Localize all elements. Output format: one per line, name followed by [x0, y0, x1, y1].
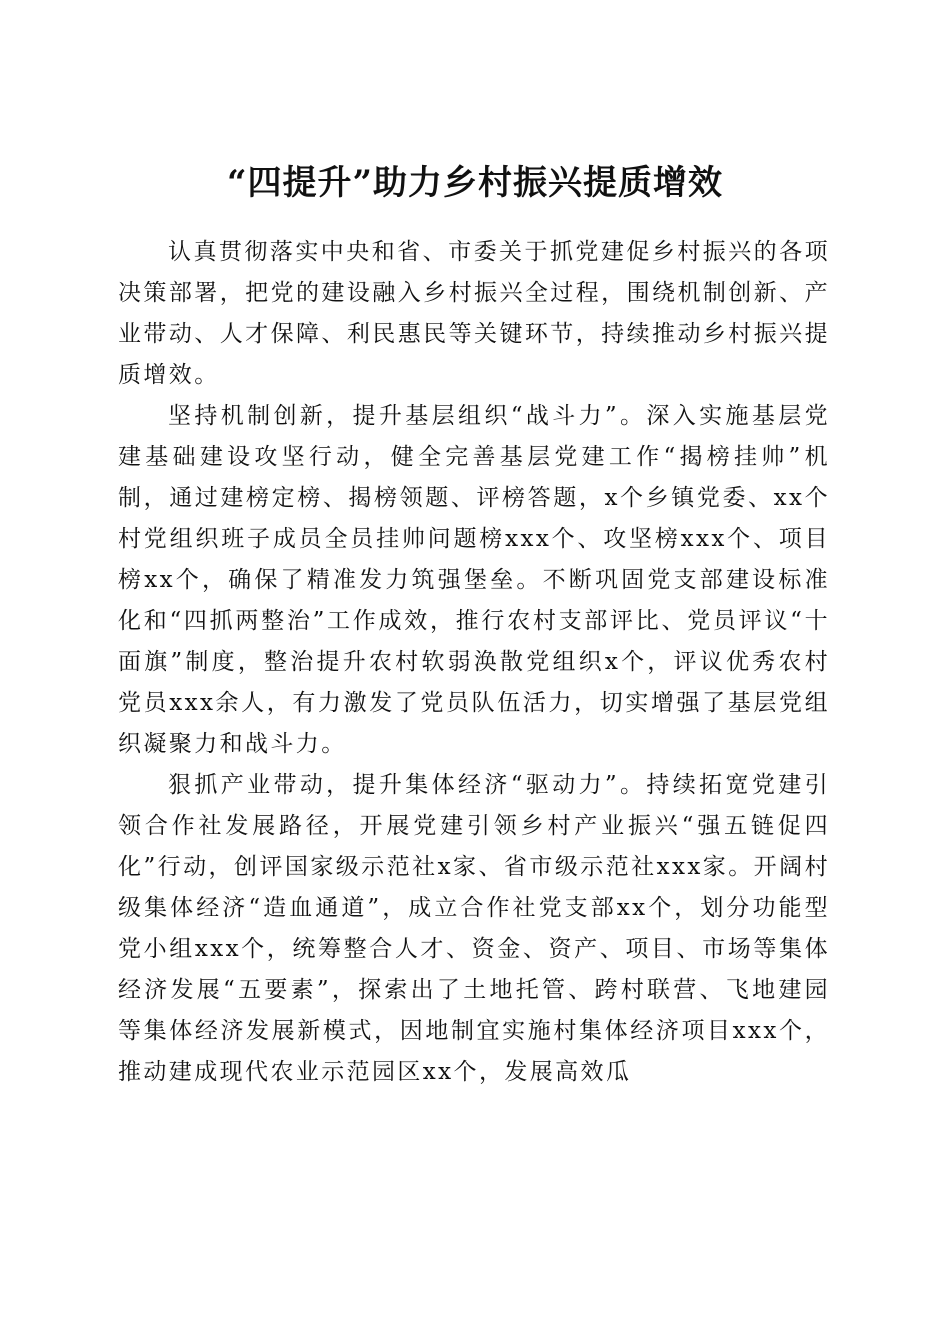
- document-body: [118, 232, 830, 1093]
- paragraph-intro: 认真贯彻落实中央和省、市委关于抓党建促乡村振兴的各项决策部署，把党的建设融入乡村振兴全过程，围绕机制创新、产业带动、人才保障、利民惠民等关键环节，持续推动乡村振兴提质增效。: [118, 239, 830, 388]
- paragraph-industry-drive: 狠抓产业带动，提升集体经济“驱动力”。持续拓宽党建引领合作社发展路径，开展党建引领乡村产业振兴“强五链促四化”行动，创评国家级示范社x家、省市级示范社xxx家。开阔村级集体经济“造血通道”，成立合作社党支部xx个，划分功能型党小组xxx个，统筹整合人才、资金、资产、项目、市场等集体经济发展“五要素”，探索出了土地托管、跨村联营、飞地建园等集体经济发展新模式，因地制宜实施村集体经济项目xxx个，推动建成现代农业示范园区xx个，发展高效瓜: [118, 772, 830, 1085]
- paragraph-mechanism-innovation: 坚持机制创新，提升基层组织“战斗力”。深入实施基层党建基础建设攻坚行动，健全完善基层党建工作“揭榜挂帅”机制，通过建榜定榜、揭榜领题、评榜答题，x个乡镇党委、xx个村党组织班子成员全员挂帅问题榜xxx个、攻坚榜xxx个、项目榜xx个，确保了精准发力筑强堡垒。不断巩固党支部建设标准化和“四抓两整治”工作成效，推行农村支部评比、党员评议“十面旗”制度，整治提升农村软弱涣散党组织x个，评议优秀农村党员xxx余人，有力激发了党员队伍活力，切实增强了基层党组织凝聚力和战斗力。: [118, 403, 830, 757]
- document-title: “四提升”助力乡村振兴提质增效: [226, 162, 724, 203]
